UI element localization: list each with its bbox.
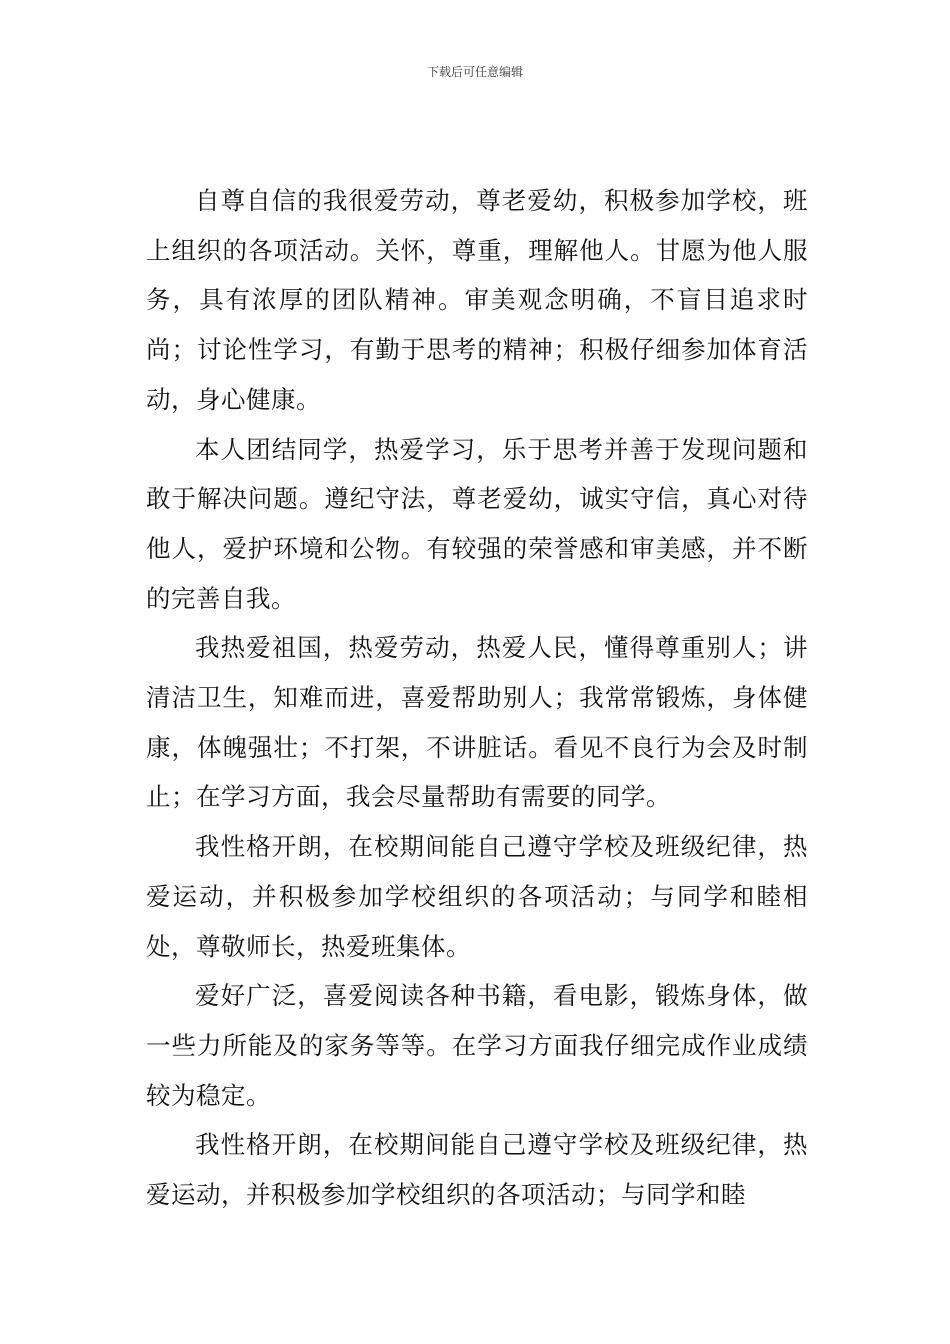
paragraph-2: 本人团结同学，热爱学习，乐于思考并善于发现问题和敢于解决问题。遵纪守法，尊老爱幼，诚实守信，真心对待他人，爱护环境和公物。有较强的荣誉感和审美感，并不断的完善自我。 [146,434,808,613]
paragraph-5: 爱好广泛，喜爱阅读各种书籍，看电影，锻炼身体，做一些力所能及的家务等等。在学习方面我仔细完成作业成绩较为稳定。 [146,981,808,1110]
paragraph-4: 我性格开朗，在校期间能自己遵守学校及班级纪律，热爱运动，并积极参加学校组织的各项活动；与同学和睦相处，尊敬师长，热爱班集体。 [146,832,808,961]
document-body [146,176,808,1220]
paragraph-3: 我热爱祖国，热爱劳动，热爱人民，懂得尊重别人；讲清洁卫生，知难而进，喜爱帮助别人；我常常锻炼，身体健康，体魄强壮；不打架，不讲脏话。看见不良行为会及时制止；在学习方面，我会尽量帮助有需要的同学。 [146,633,808,812]
paragraph-6: 我性格开朗，在校期间能自己遵守学校及班级纪律，热爱运动，并积极参加学校组织的各项活动；与同学和睦 [146,1130,808,1210]
page-header: 下载后可任意编辑 [426,65,523,79]
paragraph-1: 自尊自信的我很爱劳动，尊老爱幼，积极参加学校，班上组织的各项活动。关怀，尊重，理解他人。甘愿为他人服务，具有浓厚的团队精神。审美观念明确，不盲目追求时尚；讨论性学习，有勤于思考的精神；积极仔细参加体育活动，身心健康。 [146,186,808,414]
